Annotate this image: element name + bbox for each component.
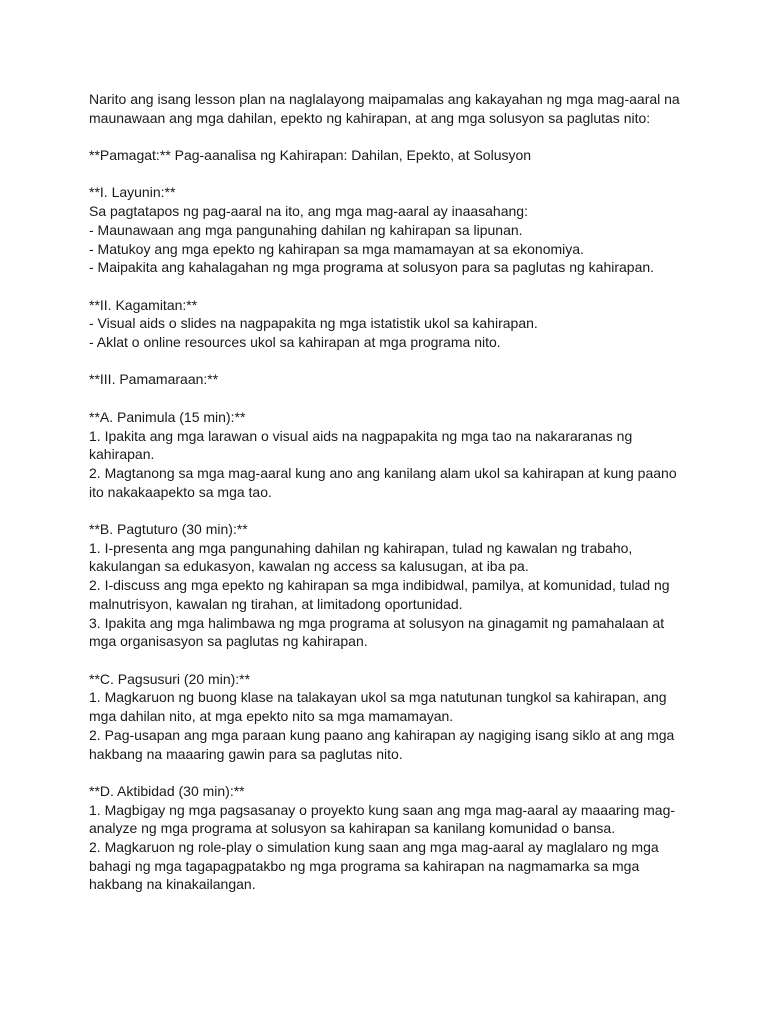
body-line: malnutrisyon, kawalan ng tirahan, at limitadong oportunidad. (89, 595, 463, 612)
body-line: mga dahilan nito, at mga epekto nito sa mga mamamayan. (89, 708, 454, 725)
body-line: 2. I-discuss ang mga epekto ng kahirapan sa mga indibidwal, pamilya, at komunidad, tulad ng (89, 577, 670, 594)
body-line: 1. Ipakita ang mga larawan o visual aids na nagpapakita ng mga tao na nakararanas ng (89, 427, 633, 444)
body-line: 2. Magtanong sa mga mag-aaral kung ano ang kanilang alam ukol sa kahirapan at kung paano (89, 464, 677, 481)
spacer (89, 651, 689, 670)
body-line: - Matukoy ang mga epekto ng kahirapan sa mga mamamayan at sa ekonomiya. (89, 240, 584, 257)
intro-line: Narito ang isang lesson plan na naglalayong maipamalas ang kakayahan ng mga mag-aaral na (89, 91, 680, 107)
spacer (89, 389, 689, 408)
section-heading-pamamaraan: **III. Pamamaraan:** (89, 371, 219, 388)
body-line: ito nakakaapekto sa mga tao. (89, 483, 272, 500)
body-line: - Aklat o online resources ukol sa kahirapan at mga programa nito. (89, 334, 501, 351)
section-heading-kagamitan: **II. Kagamitan:** (89, 296, 198, 313)
body-line: 1. Magbigay ng mga pagsasanay o proyekto kung saan ang mga mag-aaral ay maaaring mag- (89, 801, 676, 818)
spacer (89, 763, 689, 782)
section-heading-aktibidad: **D. Aktibidad (30 min):** (89, 782, 245, 799)
spacer (89, 127, 689, 146)
document-body (89, 90, 689, 894)
body-line: hakbang na maaaring gawin para sa paglutas nito. (89, 745, 403, 762)
body-line: 2. Pag-usapan ang mga paraan kung paano ang kahirapan ay nagiging isang siklo at ang mga (89, 726, 675, 743)
body-line: 2. Magkaruon ng role-play o simulation kung saan ang mga mag-aaral ay maglalaro ng mga (89, 839, 659, 855)
body-line: kahirapan. (89, 446, 155, 463)
document-title: **Pamagat:** Pag-aanalisa ng Kahirapan: Dahilan, Epekto, at Solusyon (89, 147, 532, 164)
body-line: - Maunawaan ang mga pangunahing dahilan ng kahirapan sa lipunan. (89, 221, 523, 238)
body-line: bahagi ng mga tagapagpatakbo ng mga programa sa kahirapan na nagmamarka sa mga (89, 857, 640, 874)
body-line: 3. Ipakita ang mga halimbawa ng mga programa at solusyon na ginagamit ng pamahalaan at (89, 614, 665, 631)
section-heading-layunin: **I. Layunin:** (89, 184, 176, 201)
body-line: 1. I-presenta ang mga pangunahing dahilan ng kahirapan, tulad ng kawalan ng trabaho, (89, 539, 633, 556)
spacer (89, 277, 689, 296)
section-heading-pagsusuri: **C. Pagsusuri (20 min):** (89, 670, 251, 687)
body-line: Sa pagtatapos ng pag-aaral na ito, ang mga mag-aaral ay inaasahang: (89, 203, 528, 220)
body-line: mga organisasyon sa paglutas ng kahirapan. (89, 633, 368, 650)
spacer (89, 352, 689, 371)
body-line: hakbang na kinakailangan. (89, 876, 256, 893)
spacer (89, 501, 689, 520)
body-line: analyze ng mga programa at solusyon sa kahirapan sa kanilang komunidad o bansa. (89, 820, 616, 837)
body-line: - Maipakita ang kahalagahan ng mga programa at solusyon para sa paglutas ng kahirapan. (89, 259, 655, 276)
body-line: 1. Magkaruon ng buong klase na talakayan ukol sa mga natutunan tungkol sa kahirapan, ang (89, 689, 667, 706)
section-heading-panimula: **A. Panimula (15 min):** (89, 408, 246, 425)
section-heading-pagtuturo: **B. Pagtuturo (30 min):** (89, 521, 248, 538)
intro-line: maunawaan ang mga dahilan, epekto ng kahirapan, at ang mga solusyon sa paglutas nito: (89, 109, 651, 126)
body-line: kakulangan sa edukasyon, kawalan ng access sa kalusugan, at iba pa. (89, 558, 529, 575)
spacer (89, 165, 689, 184)
body-line: - Visual aids o slides na nagpapakita ng mga istatistik ukol sa kahirapan. (89, 315, 538, 332)
